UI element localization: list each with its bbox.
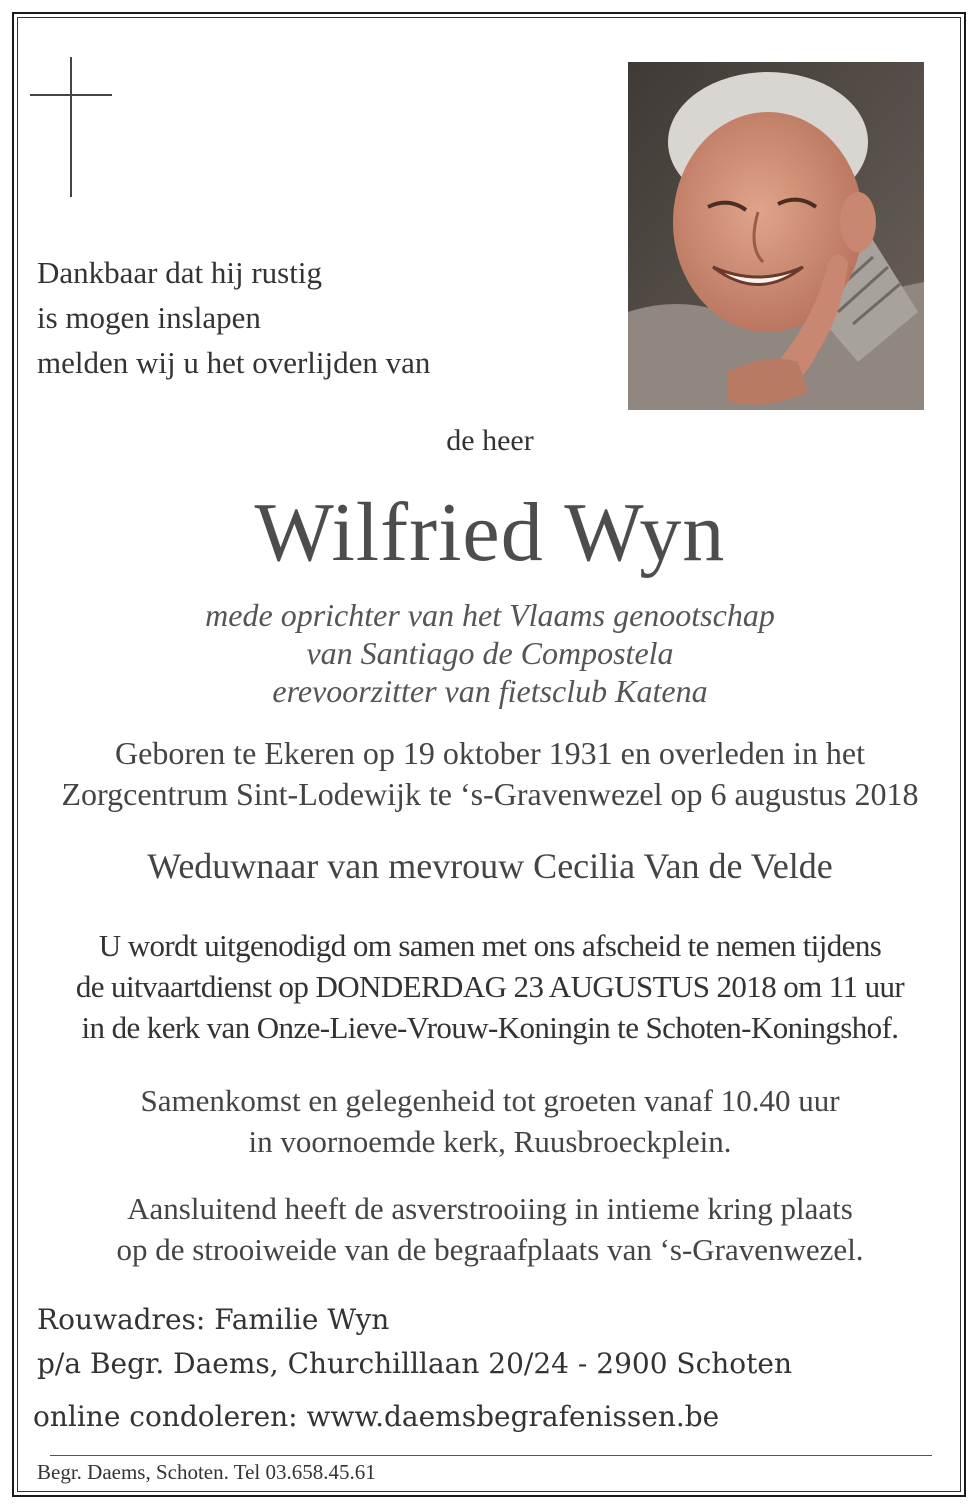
undertaker-footer: Begr. Daems, Schoten. Tel 03.658.45.61	[37, 1460, 376, 1484]
birth-death-block	[20, 733, 960, 815]
scattering-line: op de strooiweide van de begraafplaats van ‘s-Gravenwezel.	[116, 1232, 864, 1267]
mourning-address	[37, 1298, 792, 1386]
role-line: erevoorzitter van fietsclub Katena	[272, 673, 708, 709]
online-condolence-link[interactable]: online condoleren: www.daemsbegrafenissen.be	[33, 1400, 720, 1433]
invitation-line: de uitvaartdienst op DONDERDAG 23 AUGUSTUS 2018 om 11 uur	[75, 969, 905, 1004]
address-line: Rouwadres: Familie Wyn	[37, 1303, 390, 1336]
gathering-line: Samenkomst en gelegenheid tot groeten vanaf 10.40 uur	[140, 1083, 840, 1118]
gathering-block	[20, 1080, 960, 1162]
deceased-name: Wilfried Wyn	[254, 486, 726, 579]
invitation-line: U wordt uitgenodigd om samen met ons afscheid te nemen tijdens	[98, 928, 882, 963]
intro-text	[37, 250, 430, 385]
honorific: de heer	[446, 424, 534, 457]
intro-line: Dankbaar dat hij rustig	[37, 255, 322, 290]
address-line: p/a Begr. Daems, Churchilllaan 20/24 - 2900 Schoten	[37, 1347, 793, 1380]
intro-line: melden wij u het overlijden van	[37, 345, 431, 380]
ash-scattering-block	[20, 1188, 960, 1270]
scattering-line: Aansluitend heeft de asverstrooiing in intieme kring plaats	[127, 1191, 853, 1226]
roles-block	[20, 596, 960, 710]
portrait-illustration	[628, 62, 924, 410]
birth-death-line: Geboren te Ekeren op 19 oktober 1931 en overleden in het	[115, 735, 865, 771]
widower-line: Weduwnaar van mevrouw Cecilia Van de Velde	[147, 846, 833, 886]
role-line: mede oprichter van het Vlaams genootschap	[205, 597, 775, 633]
portrait-photo	[628, 62, 924, 410]
intro-line: is mogen inslapen	[37, 300, 261, 335]
invitation-line: in de kerk van Onze-Lieve-Vrouw-Koningin te Schoten-Koningshof.	[81, 1010, 899, 1045]
birth-death-line: Zorgcentrum Sint-Lodewijk te ‘s-Gravenwezel op 6 augustus 2018	[61, 776, 919, 812]
footer-divider	[50, 1455, 932, 1456]
role-line: van Santiago de Compostela	[306, 635, 674, 671]
invitation-block	[20, 925, 960, 1048]
gathering-line: in voornoemde kerk, Ruusbroeckplein.	[248, 1124, 732, 1159]
